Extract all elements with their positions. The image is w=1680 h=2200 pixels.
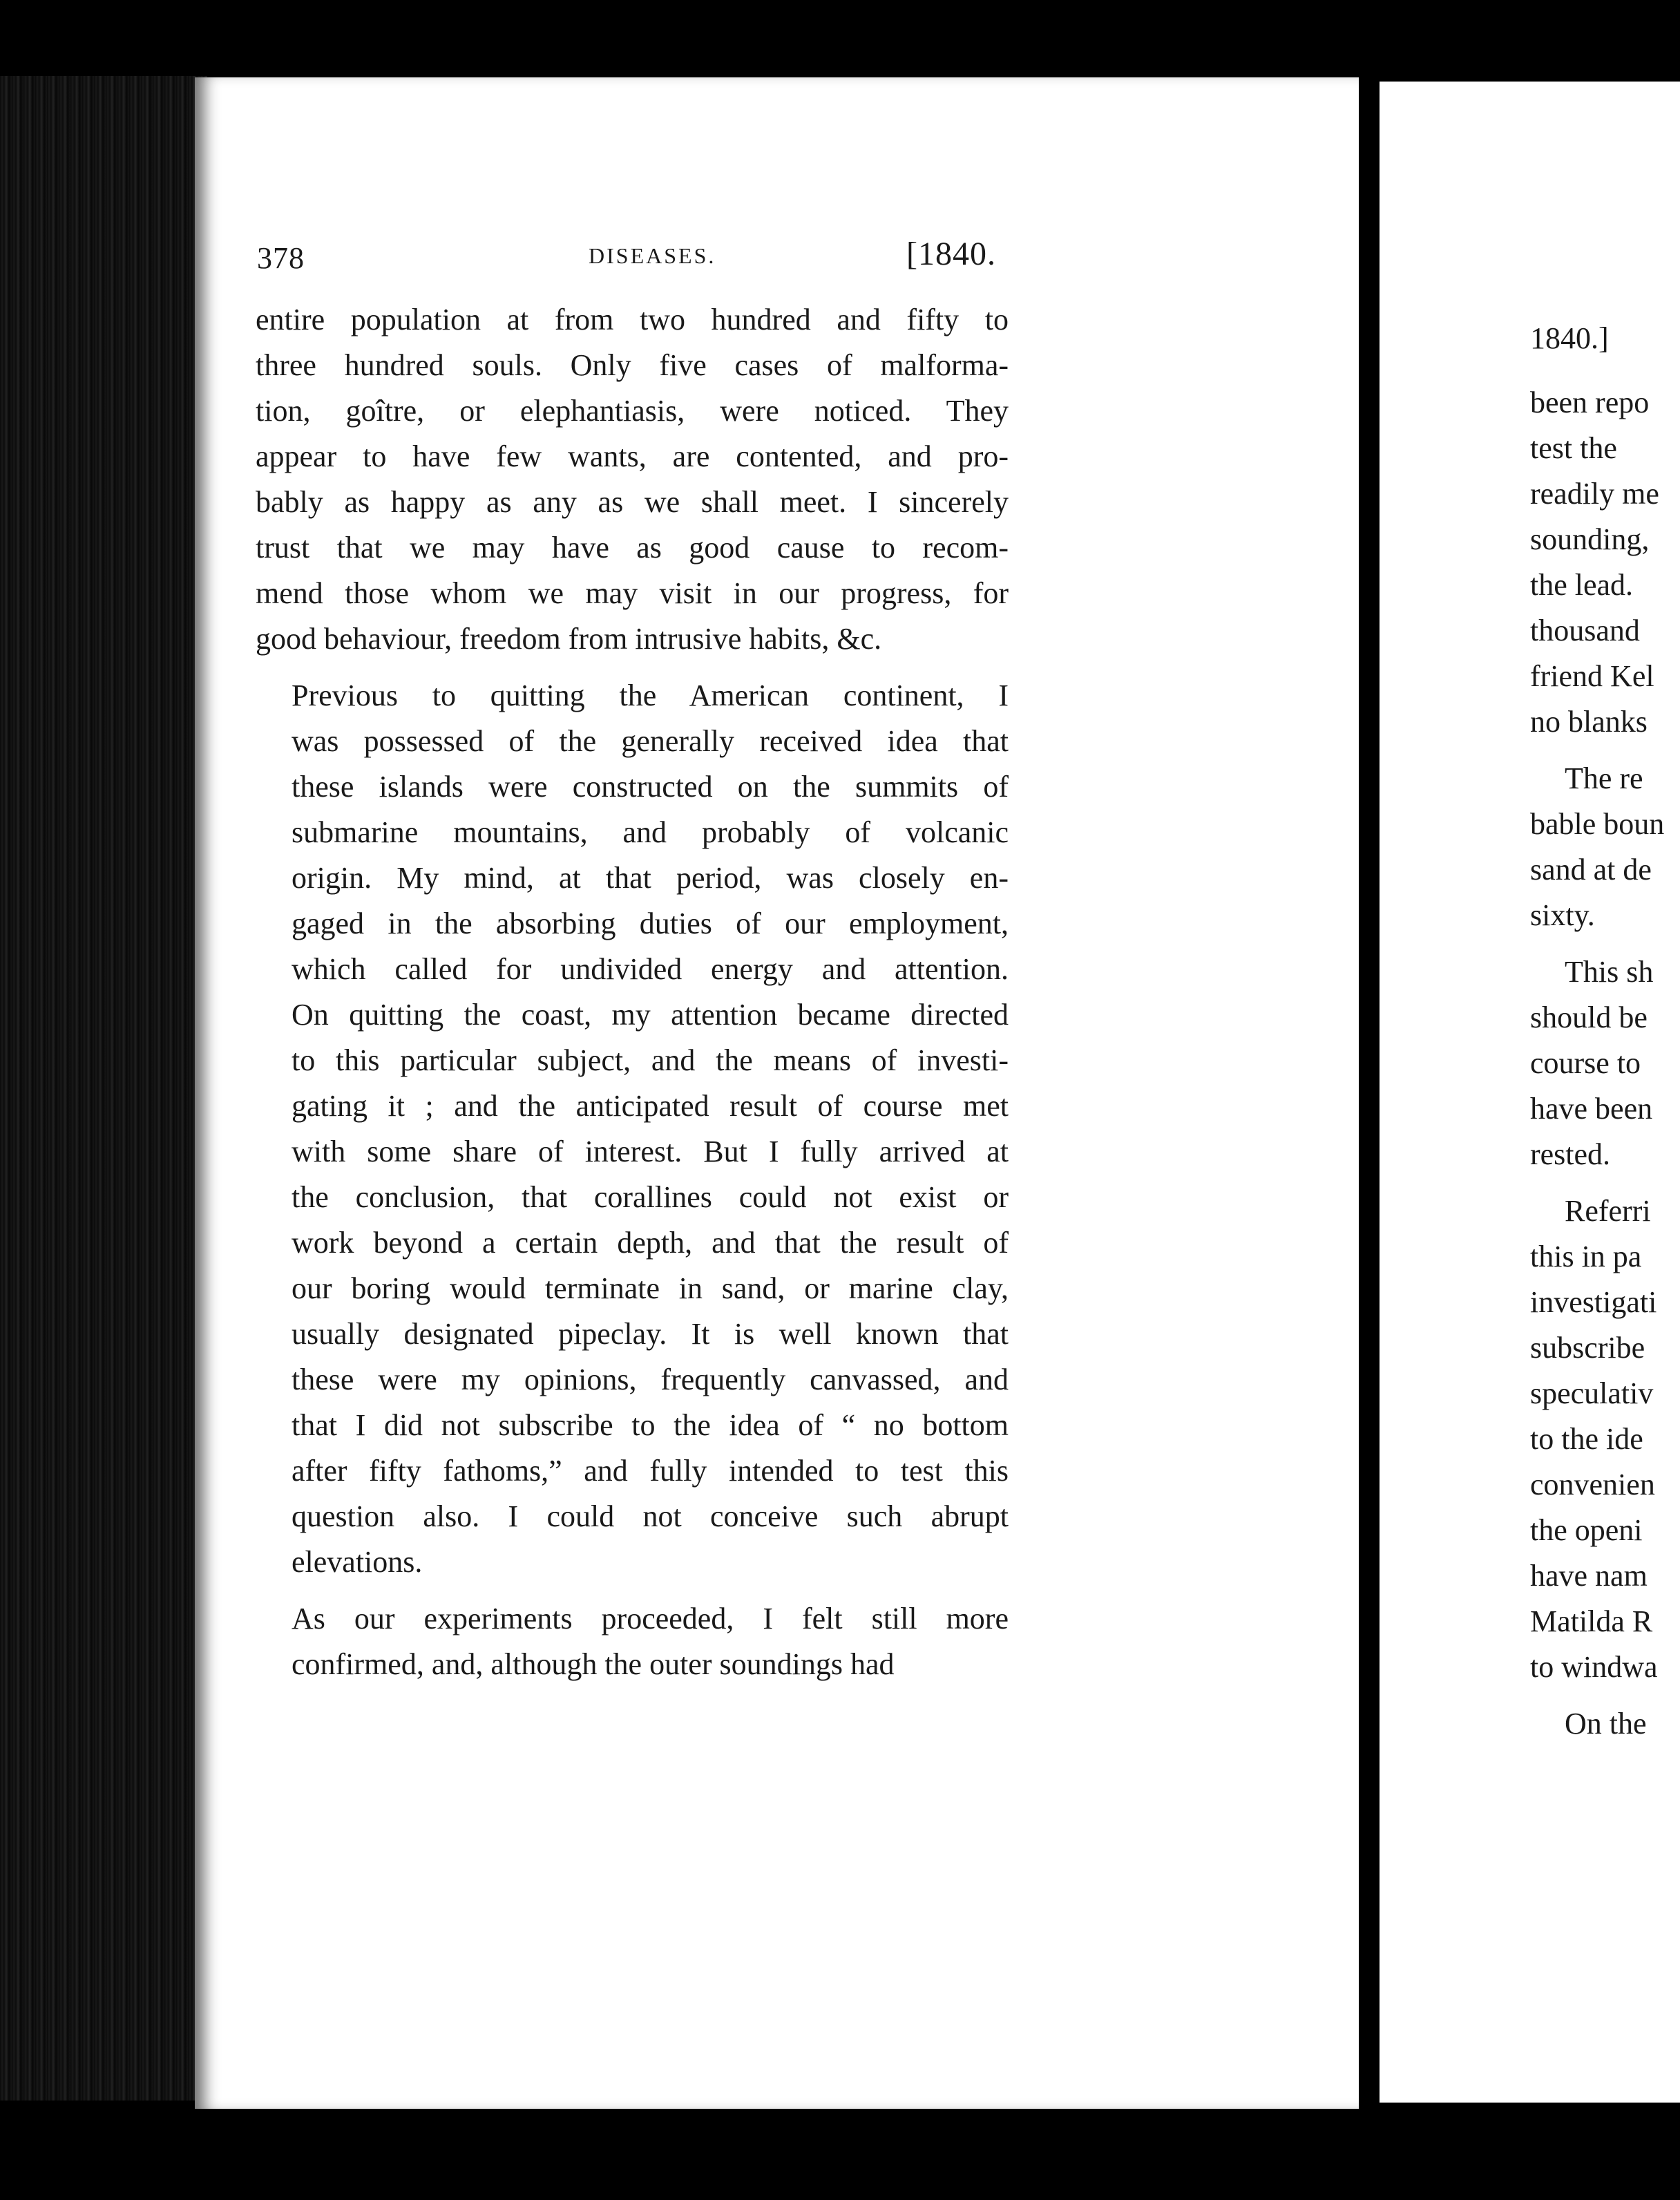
text-line: elevations.	[292, 1545, 423, 1579]
text-line: should be	[1530, 1001, 1648, 1034]
text-line: confirmed, and, although the outer soundings had	[292, 1647, 895, 1681]
text-line: gating it ; and the anticipated result of course met	[292, 1089, 1009, 1123]
text-line: Matilda R	[1530, 1604, 1653, 1638]
right-page	[1380, 82, 1680, 2103]
text-line: rested.	[1530, 1137, 1611, 1171]
text-line: these islands were constructed on the summits of	[292, 770, 1009, 804]
text-line: course to	[1530, 1046, 1641, 1080]
text-line: speculativ	[1530, 1376, 1654, 1410]
right-page-body	[1530, 380, 1680, 1747]
text-line: convenien	[1530, 1468, 1655, 1501]
text-line: appear to have few wants, are contented, and pro-	[256, 439, 1009, 473]
text-line: mend those whom we may visit in our progress, for	[256, 576, 1009, 610]
text-line: with some share of interest. But I fully arrived at	[292, 1135, 1009, 1168]
text-line: friend Kel	[1530, 659, 1654, 693]
text-line: test the	[1530, 431, 1617, 465]
text-line: to this particular subject, and the means of investi-	[292, 1043, 1009, 1077]
text-line: sixty.	[1530, 898, 1595, 932]
text-line: thousand	[1530, 614, 1640, 647]
text-line: have nam	[1530, 1559, 1648, 1593]
text-line: gaged in the absorbing duties of our employment,	[292, 907, 1009, 940]
running-year: [1840.	[906, 236, 996, 272]
text-line: bably as happy as any as we shall meet. I sincerely	[256, 485, 1009, 519]
text-line: good behaviour, freedom from intrusive habits, &c.	[256, 622, 882, 656]
text-line: Referri	[1565, 1194, 1651, 1228]
book-edge	[0, 76, 207, 2101]
text-line: On quitting the coast, my attention became directed	[292, 998, 1009, 1032]
text-line: no blanks	[1530, 705, 1648, 739]
text-line: trust that we may have as good cause to recom-	[256, 531, 1009, 565]
running-title: DISEASES.	[589, 243, 716, 268]
text-line: entire population at from two hundred and fifty to	[256, 303, 1009, 336]
text-line: which called for undivided energy and attention.	[292, 952, 1009, 986]
text-line: readily me	[1530, 477, 1659, 511]
text-line: usually designated pipeclay. It is well known that	[292, 1317, 1009, 1351]
text-line: origin. My mind, at that period, was closely en-	[292, 861, 1009, 895]
text-line: our boring would terminate in sand, or marine clay,	[292, 1271, 1009, 1305]
text-line: the openi	[1530, 1513, 1643, 1547]
text-line: have been	[1530, 1092, 1653, 1126]
text-line: As our experiments proceeded, I felt still more	[292, 1602, 1009, 1635]
text-line: these were my opinions, frequently canvassed, and	[292, 1363, 1009, 1396]
text-line: tion, goître, or elephantiasis, were noticed. They	[256, 394, 1009, 428]
text-line: was possessed of the generally received idea that	[292, 724, 1009, 758]
text-line: three hundred souls. Only five cases of malforma-	[256, 348, 1009, 382]
page-number: 378	[257, 241, 305, 275]
text-line: investigati	[1530, 1285, 1657, 1319]
text-line: sounding,	[1530, 522, 1650, 556]
text-line: On the	[1565, 1707, 1647, 1741]
text-line: submarine mountains, and probably of volcanic	[292, 815, 1009, 849]
text-line: to the ide	[1530, 1422, 1643, 1456]
text-line: work beyond a certain depth, and that the result of	[292, 1226, 1009, 1260]
text-line: this in pa	[1530, 1240, 1642, 1273]
text-line: Previous to quitting the American continent, I	[292, 679, 1009, 712]
paragraph	[256, 673, 1009, 1585]
text-line: the conclusion, that corallines could not exist or	[292, 1180, 1009, 1214]
text-line: been repo	[1530, 386, 1650, 419]
text-line: to windwa	[1530, 1650, 1658, 1684]
text-line: question also. I could not conceive such abrupt	[292, 1499, 1009, 1533]
right-running-year: 1840.]	[1530, 321, 1609, 355]
text-line: sand at de	[1530, 853, 1652, 886]
text-line: after fifty fathoms,” and fully intended to test this	[292, 1454, 1009, 1488]
text-line: the lead.	[1530, 568, 1634, 602]
text-line: The re	[1565, 761, 1643, 795]
page-gutter	[1359, 69, 1380, 2128]
text-line: subscribe	[1530, 1331, 1645, 1365]
text-line: This sh	[1565, 955, 1654, 989]
text-line: bable boun	[1530, 807, 1665, 841]
left-page-body	[256, 297, 1009, 1687]
paragraph	[256, 297, 1009, 662]
text-line: that I did not subscribe to the idea of “ no bottom	[292, 1408, 1009, 1442]
paragraph	[256, 1596, 1009, 1687]
